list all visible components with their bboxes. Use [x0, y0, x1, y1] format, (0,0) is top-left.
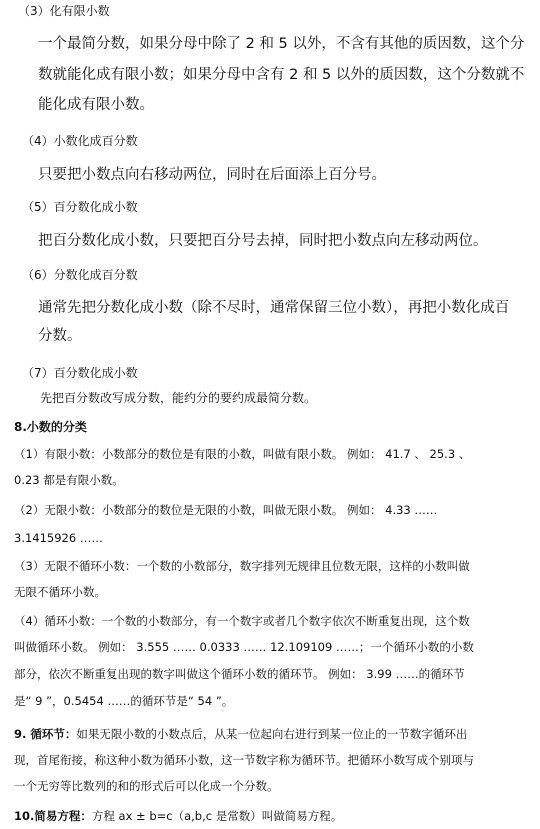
paragraph-10-text: 方程 ax ± b=c（a,b,c 是常数）叫做简易方程。	[91, 809, 343, 823]
paragraph-7-line-1: 先把百分数改写成分数，能约分的要约成最简分数。	[40, 391, 317, 405]
paragraph-8-line-1: （1）有限小数：小数部分的数位是有限的小数，叫做有限小数。 例如： 41.7 、 25.3 、	[14, 447, 471, 461]
paragraph-9-line-2: 现，首尾衔接，称这种小数为循环小数，这一节数字称为循环节。把循环小数写成个别项与	[14, 753, 474, 767]
heading-4: （4）小数化成百分数	[22, 134, 138, 148]
paragraph-6-line-1: 通常先把分数化成小数（除不尽时，通常保留三位小数），再把小数化成百	[38, 300, 510, 316]
paragraph-8-line-7: （4）循环小数：一个数的小数部分，有一个数字或者几个数字依次不断重复出现，这个数	[14, 614, 470, 628]
paragraph-9-line-3: 一个无穷等比数列的和的形式后可以化成一个分数。	[14, 779, 279, 793]
paragraph-8-line-3: （2）无限小数：小数部分的数位是无限的小数，叫做无限小数。 例如： 4.33 ……	[14, 503, 438, 517]
paragraph-8-line-9: 部分，依次不断重复出现的数字叫做这个循环小数的循环节。 例如： 3.99 ……的循环节	[14, 667, 465, 681]
paragraph-6-line-2: 分数。	[38, 328, 82, 344]
heading-10: 10.简易方程：	[14, 809, 92, 823]
paragraph-10	[14, 803, 342, 829]
paragraph-9-line-1	[14, 721, 467, 747]
heading-3: （3）化有限小数	[18, 4, 110, 18]
heading-6: （6）分数化成百分数	[22, 268, 138, 282]
paragraph-3-line-1: 一个最简分数，如果分母中除了 2 和 5 以外，不含有其他的质因数，这个分	[38, 36, 525, 52]
paragraph-8-line-8: 叫做循环小数。 例如： 3.555 …… 0.0333 …… 12.109109 ……；一个循环小数的小数	[14, 640, 474, 654]
paragraph-8-line-4: 3.1415926 ……	[14, 531, 103, 545]
paragraph-8-line-10: 是“ 9 ”，0.5454 ……的循环节是“ 54 ”。	[14, 694, 234, 708]
heading-8: 8.小数的分类	[14, 420, 87, 434]
heading-9: 9. 循环节：	[14, 727, 77, 741]
heading-7: （7）百分数化成小数	[22, 366, 138, 380]
paragraph-5-line-1: 把百分数化成小数，只要把百分号去掉，同时把小数点向左移动两位。	[38, 233, 488, 249]
paragraph-8-line-2: 0.23 都是有限小数。	[14, 473, 124, 487]
paragraph-8-line-5: （3）无限不循环小数：一个数的小数部分，数字排列无规律且位数无限，这样的小数叫做	[14, 559, 470, 573]
paragraph-9-line-1-text: 如果无限小数的小数点后，从某一位起向右进行到某一位止的一节数字循环出	[76, 727, 468, 741]
heading-5: （5）百分数化成小数	[22, 200, 138, 214]
paragraph-4-line-1: 只要把小数点向右移动两位，同时在后面添上百分号。	[38, 167, 386, 183]
paragraph-3-line-3: 能化成有限小数。	[38, 97, 154, 113]
paragraph-8-line-6: 无限不循环小数。	[14, 585, 106, 599]
paragraph-3-line-2: 数就能化成有限小数；如果分母中含有 2 和 5 以外的质因数，这个分数就不	[38, 67, 525, 83]
